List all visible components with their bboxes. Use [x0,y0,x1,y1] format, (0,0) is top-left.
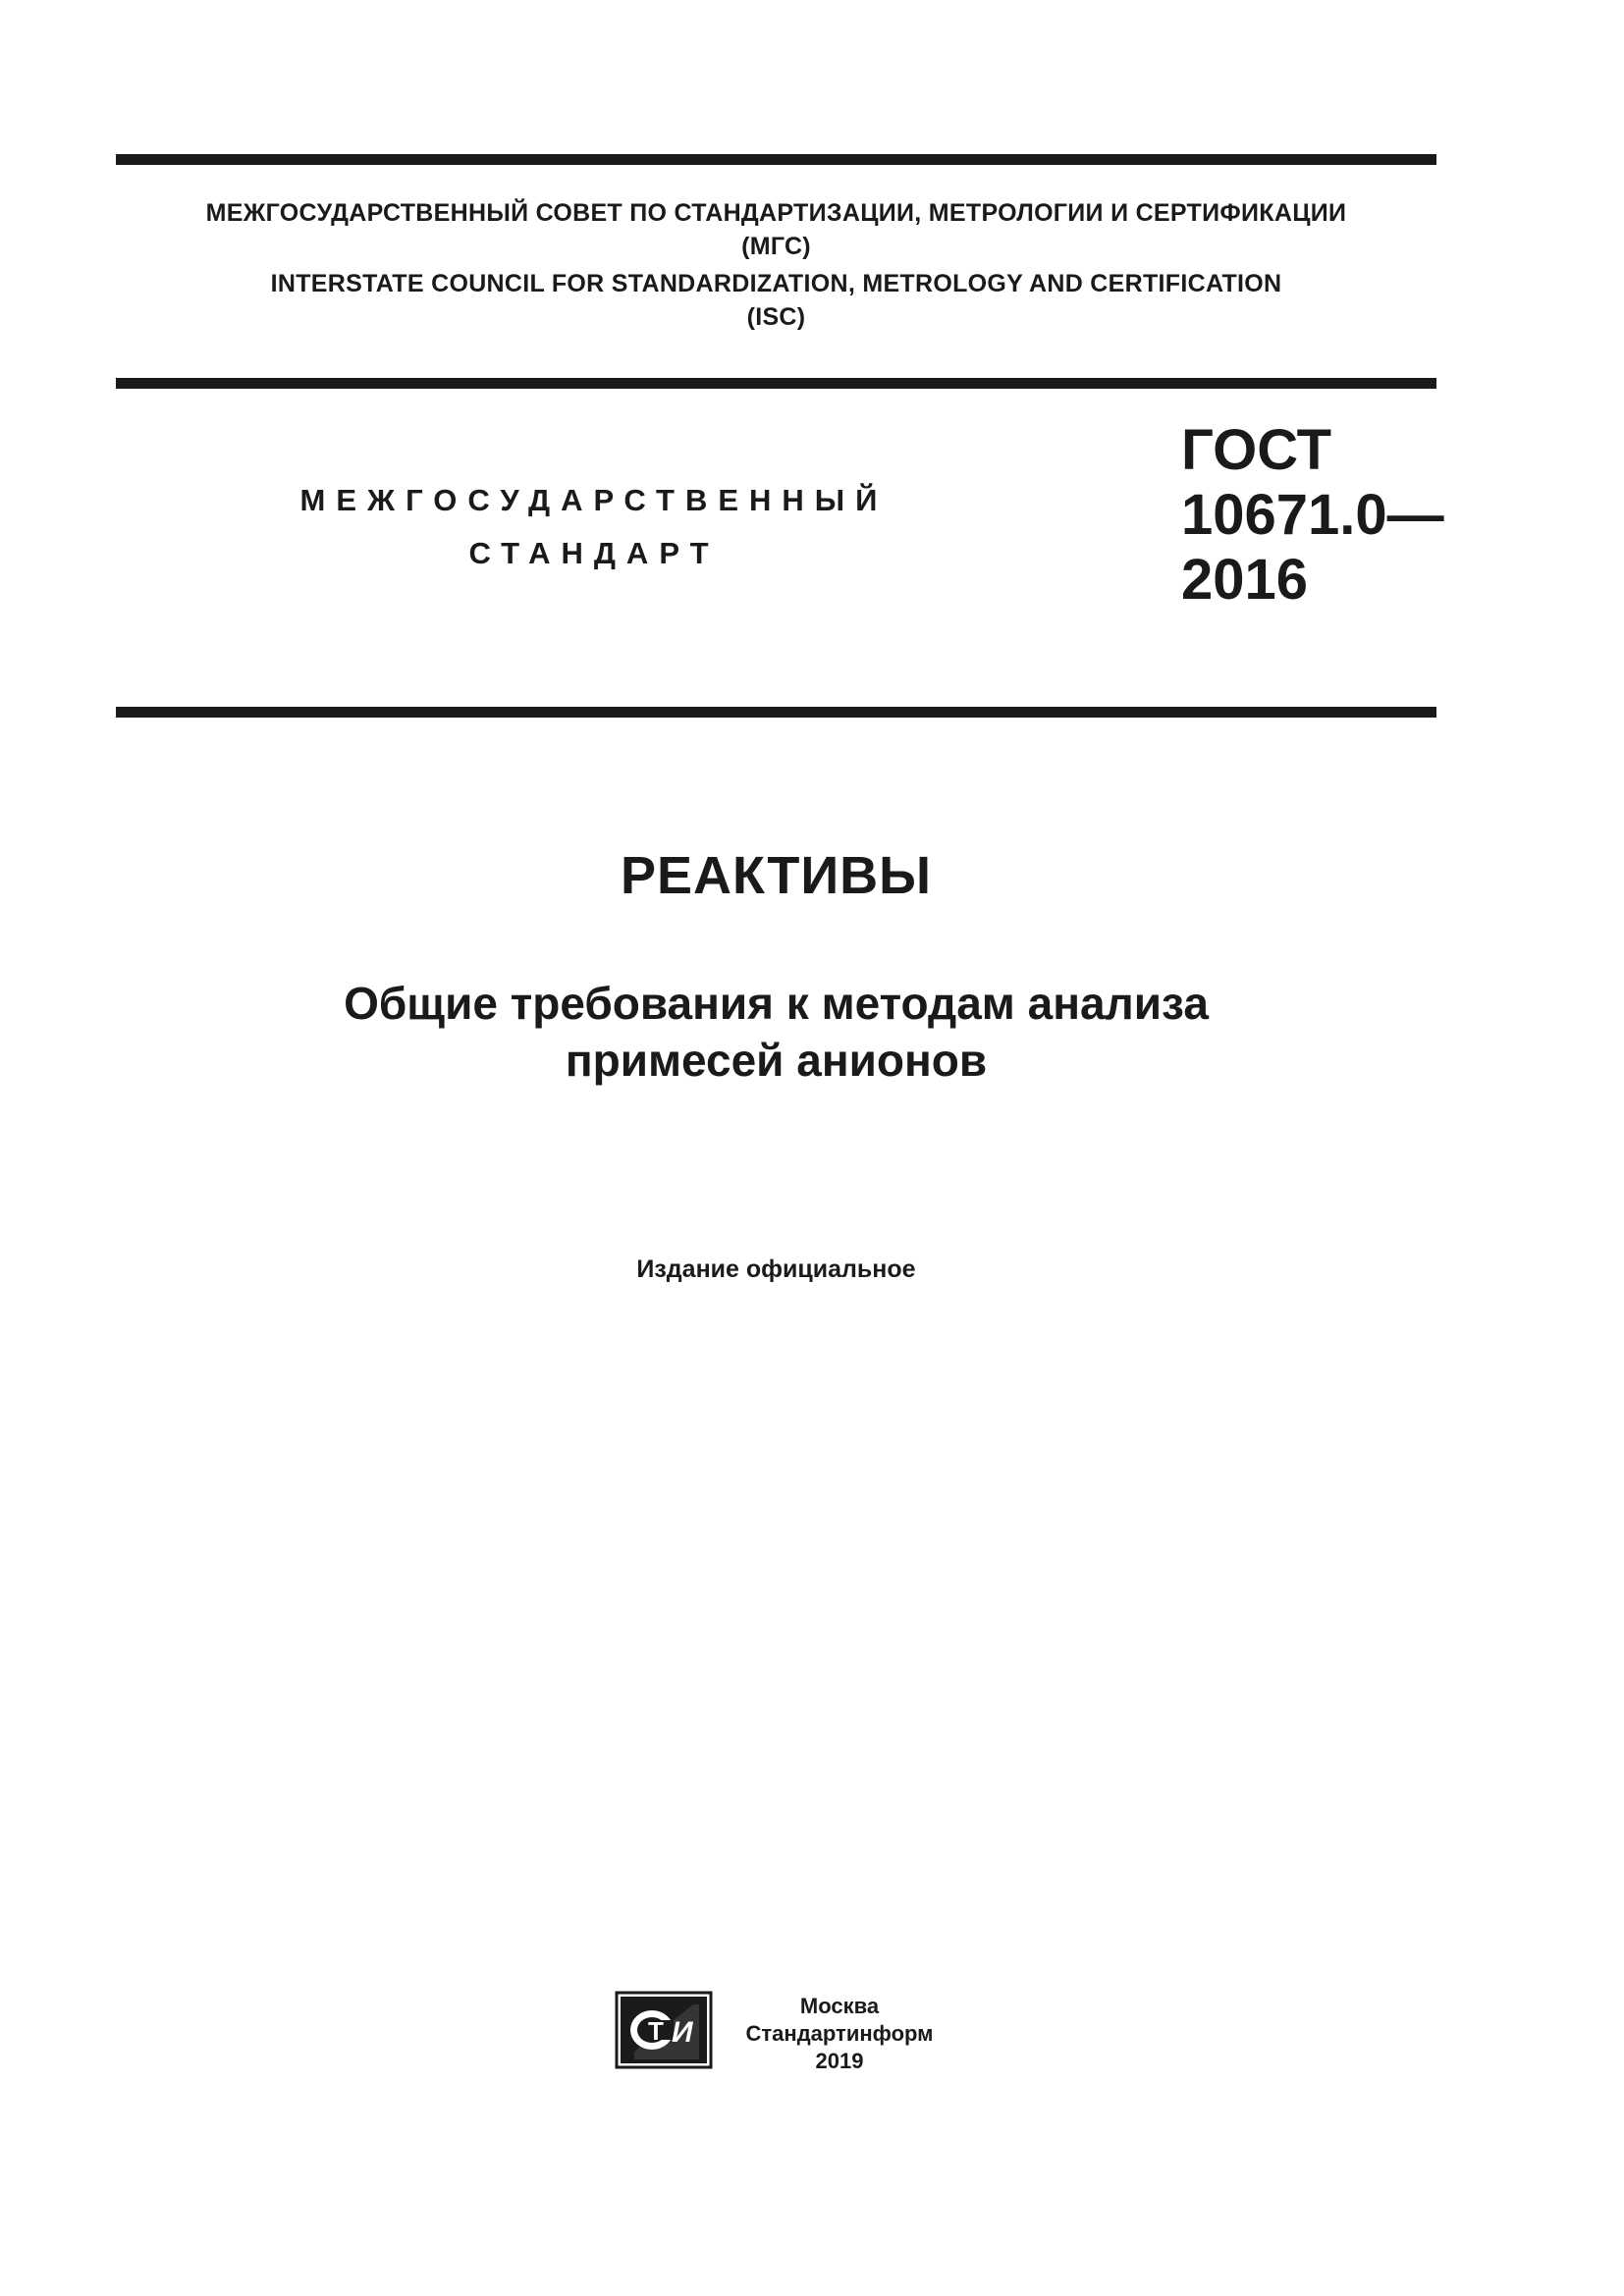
council-header [116,196,1436,334]
publisher-city: Москва [799,1994,880,2018]
gost-label: ГОСТ [1181,418,1332,482]
top-rule [116,154,1436,165]
standard-type-line2: СТАНДАРТ [468,536,720,570]
standartinform-logo-icon [615,1991,713,2069]
gost-designation [1181,418,1444,613]
standard-type [295,474,893,580]
standard-type-line1: МЕЖГОСУДАРСТВЕННЫЙ [299,483,889,517]
svg-text:И: И [672,2016,693,2049]
gost-number: 10671.0— [1181,483,1444,547]
subtitle-line1: Общие требования к методам анализа [344,978,1209,1029]
subtitle-line2: примесей анионов [565,1035,988,1086]
middle-rule [116,378,1436,389]
gost-year: 2016 [1181,548,1309,612]
council-abbr-ru: (МГС) [741,233,811,260]
publisher-year: 2019 [815,2049,864,2073]
document-title: РЕАКТИВЫ [621,846,932,905]
council-abbr-en: (ISC) [746,303,806,331]
council-name-ru: МЕЖГОСУДАРСТВЕННЫЙ СОВЕТ ПО СТАНДАРТИЗАЦИИ, МЕТРОЛОГИИ И СЕРТИФИКАЦИИ [205,199,1347,227]
lower-rule [116,707,1436,718]
council-name-en: INTERSTATE COUNCIL FOR STANDARDIZATION, METROLOGY AND CERTIFICATION [270,270,1282,297]
publisher-name: Стандартинформ [745,2021,934,2046]
publisher-block [727,1993,952,2075]
svg-text:Т: Т [648,2016,664,2046]
edition-label: Издание официальное [636,1255,916,1283]
document-subtitle [116,975,1436,1089]
